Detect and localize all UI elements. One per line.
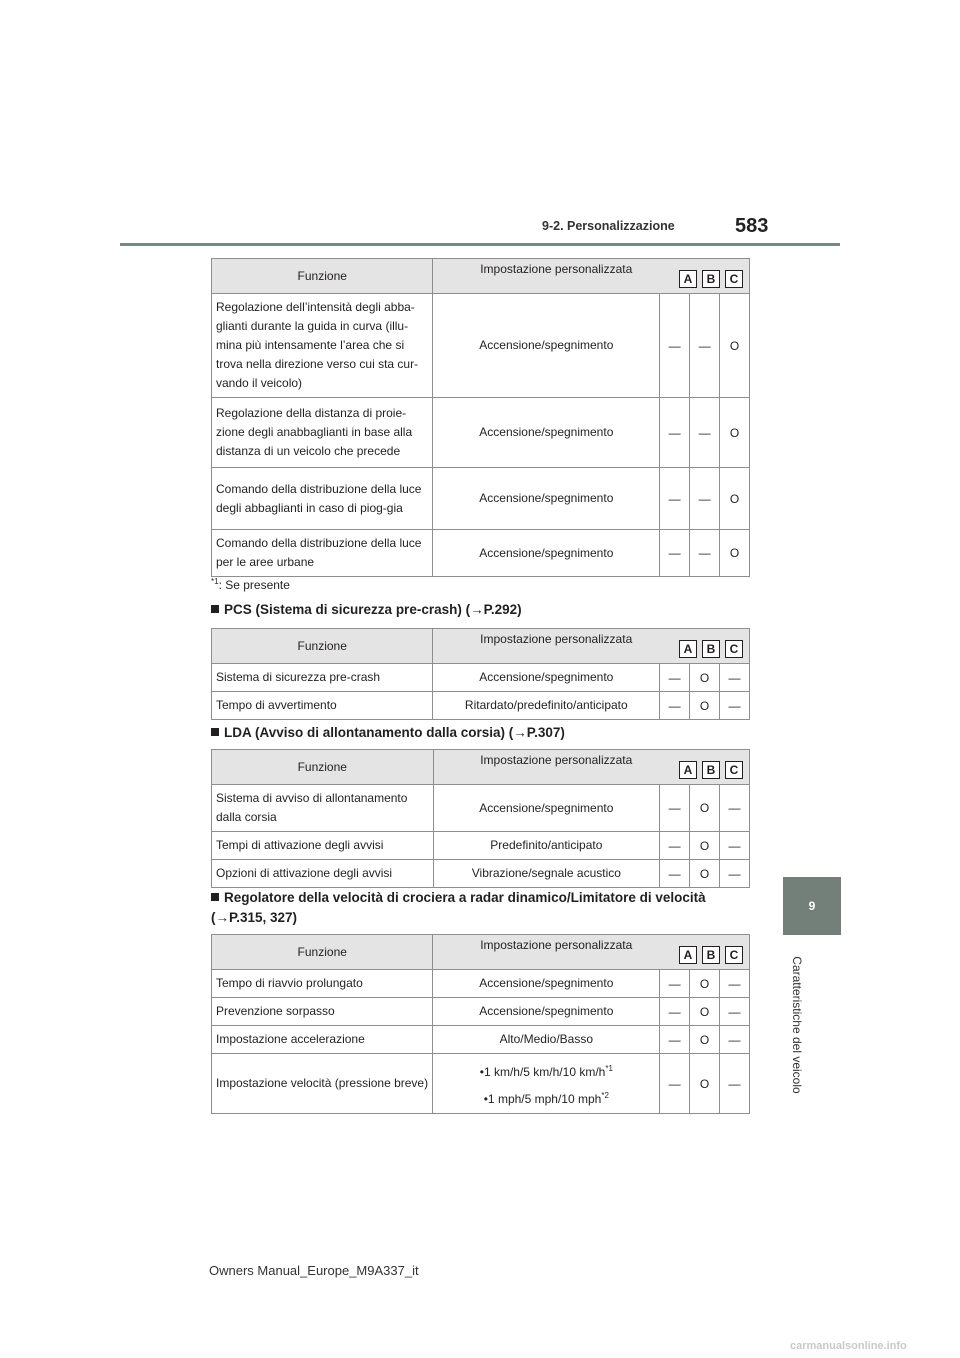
table-row	[212, 530, 750, 577]
cell-b: O	[690, 1054, 720, 1114]
table-row	[212, 1026, 750, 1054]
cell-b: O	[690, 998, 720, 1026]
table-row	[212, 398, 750, 468]
chapter-title-vertical	[783, 945, 811, 1105]
col-a-label: A	[679, 946, 697, 964]
table-header-row	[212, 259, 750, 294]
cell-a: —	[660, 692, 690, 720]
cell-a: —	[660, 530, 690, 577]
cell-a: —	[660, 664, 690, 692]
table-row	[212, 785, 750, 832]
cell-function: Regolazione dell’intensità degli abba-glianti durante la guida in curva (illu-mina più intensamente l’area che si trova nella direzione verso cui sta cur-vando il veicolo)	[212, 294, 433, 398]
cell-a: —	[660, 1054, 690, 1114]
page-number: 583	[735, 215, 769, 237]
cell-c: —	[720, 692, 750, 720]
col-b-label: B	[702, 761, 720, 779]
col-c-label: C	[725, 946, 743, 964]
cell-function: Comando della distribuzione della luce per le aree urbane	[212, 530, 433, 577]
table-header-row	[212, 750, 750, 785]
col-a-label: A	[679, 640, 697, 658]
col-b-label: B	[702, 946, 720, 964]
col-a-label: A	[679, 761, 697, 779]
cell-setting: Alto/Medio/Basso	[433, 1026, 660, 1054]
footnote-mark: *1	[605, 1063, 613, 1073]
cell-setting: Accensione/spegnimento	[433, 468, 660, 530]
header-setting: Impostazione personalizzata A B C	[433, 629, 750, 664]
cell-setting: Accensione/spegnimento	[433, 530, 660, 577]
cell-a: —	[660, 785, 690, 832]
cell-c: —	[720, 1026, 750, 1054]
chapter-tab[interactable]: 9	[783, 877, 841, 935]
cell-b: O	[690, 692, 720, 720]
cell-a: —	[660, 832, 690, 860]
header-function: Funzione	[212, 750, 434, 785]
cell-a: —	[660, 1026, 690, 1054]
cell-b: O	[690, 664, 720, 692]
table-row	[212, 970, 750, 998]
section-title-cruise: Regolatore della velocità di crociera a radar dinamico/Limitatore di velocità (→P.315, 327)	[211, 890, 706, 925]
footnote-text: : Se presente	[218, 578, 290, 592]
cell-a: —	[660, 398, 690, 468]
cell-a: —	[660, 860, 690, 888]
cell-b: O	[690, 785, 720, 832]
cell-function: Prevenzione sorpasso	[212, 998, 433, 1026]
table-cruise	[211, 934, 750, 1114]
cell-function: Comando della distribuzione della luce degli abbaglianti in caso di piog-gia	[212, 468, 433, 530]
table-row	[212, 1054, 750, 1114]
cell-setting: Accensione/spegnimento	[433, 785, 660, 832]
cell-c: O	[720, 398, 750, 468]
cell-a: —	[660, 998, 690, 1026]
cell-function: Tempo di avvertimento	[212, 692, 433, 720]
table-row	[212, 832, 750, 860]
col-c-label: C	[725, 270, 743, 288]
cell-function: Regolazione della distanza di proie-zione degli anabbaglianti in base alla distanza di un veicolo che precede	[212, 398, 433, 468]
cell-setting: Accensione/spegnimento	[433, 664, 660, 692]
cell-a: —	[660, 294, 690, 398]
cell-function: Impostazione velocità (pressione breve)	[212, 1054, 433, 1114]
col-b-label: B	[702, 640, 720, 658]
cell-b: O	[690, 970, 720, 998]
footnote	[211, 577, 290, 592]
cell-setting: Accensione/spegnimento	[433, 998, 660, 1026]
col-c-label: C	[725, 761, 743, 779]
speed-option-mph: •1 mph/5 mph/10 mph	[483, 1091, 602, 1106]
cell-function: Tempo di riavvio prolungato	[212, 970, 433, 998]
cell-c: —	[720, 664, 750, 692]
table-row	[212, 860, 750, 888]
section-heading: 9-2. Personalizzazione	[542, 219, 675, 233]
cell-c: —	[720, 970, 750, 998]
cell-b: O	[690, 832, 720, 860]
cell-setting: Predefinito/anticipato	[433, 832, 660, 860]
cell-function: Opzioni di attivazione degli avvisi	[212, 860, 434, 888]
section-title-pcs: PCS (Sistema di sicurezza pre-crash) (→P.292)	[211, 600, 522, 620]
cell-b: —	[690, 398, 720, 468]
watermark: carmanualsonline.info	[790, 1340, 907, 1352]
header-function: Funzione	[212, 259, 433, 294]
col-a-label: A	[679, 270, 697, 288]
cell-function: Sistema di avviso di allontanamento dalla corsia	[212, 785, 434, 832]
table-lights	[211, 258, 750, 577]
cell-setting-options	[433, 1054, 660, 1114]
bullet-square-icon	[211, 728, 219, 736]
section-title-lda: LDA (Avviso di allontanamento dalla corsia) (→P.307)	[211, 723, 565, 743]
cell-b: —	[690, 530, 720, 577]
cell-b: —	[690, 294, 720, 398]
header-rule	[120, 243, 840, 246]
speed-option-kmh: •1 km/h/5 km/h/10 km/h	[479, 1064, 606, 1079]
header-function: Funzione	[212, 935, 433, 970]
bullet-square-icon	[211, 893, 219, 901]
table-lda	[211, 749, 750, 888]
table-row	[212, 294, 750, 398]
header-function: Funzione	[212, 629, 433, 664]
cell-c: —	[720, 1054, 750, 1114]
header-setting: Impostazione personalizzata A B C	[433, 935, 750, 970]
cell-b: O	[690, 860, 720, 888]
cell-c: —	[720, 832, 750, 860]
table-row	[212, 692, 750, 720]
cell-a: —	[660, 468, 690, 530]
col-b-label: B	[702, 270, 720, 288]
header-setting: Impostazione personalizzata A B C	[433, 750, 750, 785]
table-header-row	[212, 629, 750, 664]
table-pcs	[211, 628, 750, 720]
col-c-label: C	[725, 640, 743, 658]
cell-a: —	[660, 970, 690, 998]
cell-c: —	[720, 860, 750, 888]
cell-function: Sistema di sicurezza pre-crash	[212, 664, 433, 692]
table-row	[212, 998, 750, 1026]
table-row	[212, 468, 750, 530]
cell-setting: Ritardato/predefinito/anticipato	[433, 692, 660, 720]
cell-c: —	[720, 998, 750, 1026]
footnote-mark: *2	[601, 1090, 609, 1100]
footnote-mark: *1	[211, 577, 219, 586]
chapter-title: Caratteristiche del veicolo	[790, 956, 804, 1094]
footer-doc-id: Owners Manual_Europe_M9A337_it	[209, 1263, 419, 1278]
cell-setting: Accensione/spegnimento	[433, 970, 660, 998]
header-setting: Impostazione personalizzata A B C	[433, 259, 750, 294]
cell-c: O	[720, 468, 750, 530]
cell-function: Tempi di attivazione degli avvisi	[212, 832, 434, 860]
cell-b: O	[690, 1026, 720, 1054]
cell-setting: Accensione/spegnimento	[433, 294, 660, 398]
bullet-square-icon	[211, 605, 219, 613]
table-header-row	[212, 935, 750, 970]
cell-b: —	[690, 468, 720, 530]
cell-function: Impostazione accelerazione	[212, 1026, 433, 1054]
cell-c: —	[720, 785, 750, 832]
cell-setting: Vibrazione/segnale acustico	[433, 860, 660, 888]
cell-setting: Accensione/spegnimento	[433, 398, 660, 468]
table-row	[212, 664, 750, 692]
cell-c: O	[720, 530, 750, 577]
cell-c: O	[720, 294, 750, 398]
